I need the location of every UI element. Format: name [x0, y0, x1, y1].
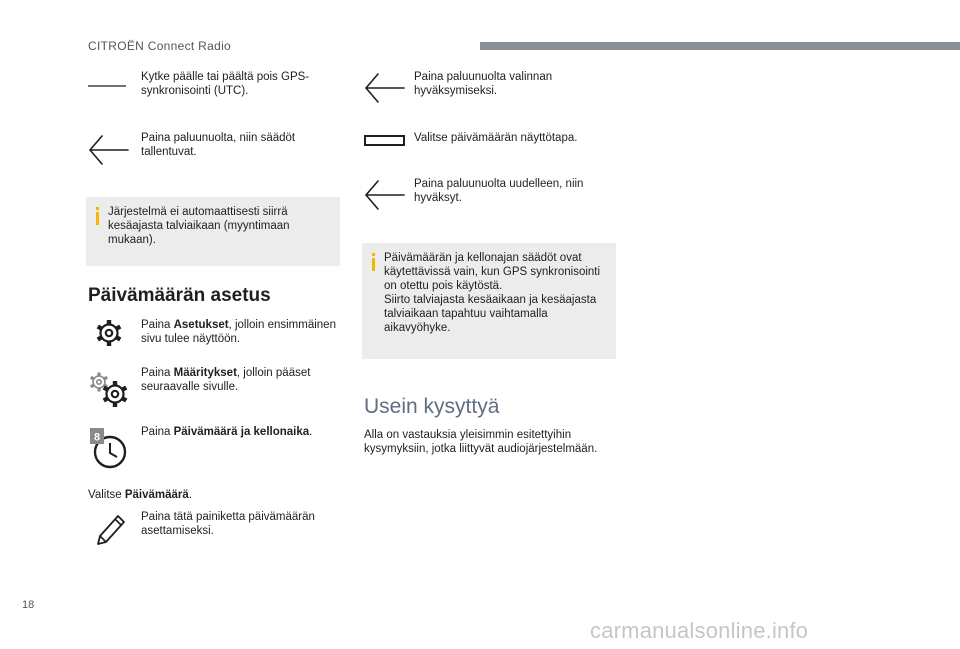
step-gps-sync: Kytke päälle tai päältä pois GPS-synkronisointi (UTC). — [141, 71, 310, 97]
clock-icon — [90, 428, 130, 470]
pencil-icon — [94, 512, 126, 548]
header-bar — [480, 42, 960, 50]
info-icon — [94, 207, 108, 225]
running-header: CITROËN Connect Radio — [88, 39, 232, 53]
step-date-time: Paina Päivämäärä ja kellonaika. — [141, 426, 313, 438]
step-maaritykset: Paina Määritykset, jolloin pääset seuraavalle sivulle. — [141, 367, 311, 393]
select-date-line: Valitse Päivämäärä. — [88, 489, 193, 501]
info-box-gps — [362, 243, 616, 359]
gear-icon — [95, 319, 123, 347]
page-number: 18 — [22, 599, 35, 611]
info-text-gps — [384, 251, 606, 335]
step-back-accept: Paina paluunuolta uudelleen, niin hyväksyt. — [414, 178, 584, 204]
step-pencil: Paina tätä painiketta päivämäärän asettamiseksi. — [141, 511, 315, 537]
faq-intro: Alla on vastauksia yleisimmin esitettyihin kysymyksiin, jotka liittyvät audiojärjestelmään. — [364, 429, 598, 455]
step-back-save: Paina paluunuolta, niin säädöt tallentuvat. — [141, 132, 296, 158]
step-date-format: Valitse päivämäärän näyttötapa. — [414, 132, 578, 144]
back-arrow-icon — [364, 179, 406, 211]
format-bar-icon — [364, 135, 406, 147]
info-icon — [370, 253, 384, 271]
section-title-date: Päivämäärän asetus — [88, 285, 271, 306]
info-line-gps: Päivämäärän ja kellonajan säädöt ovat käytettävissä vain, kun GPS synkronisointi on otettu pois käytöstä. — [384, 252, 601, 292]
back-arrow-icon — [364, 72, 406, 104]
info-line-timezone: Siirto talviajasta kesäaikaan ja kesäajasta talviaikaan tapahtuu vaihtamalla aikavyöhyke. — [384, 294, 597, 334]
toggle-line-icon — [88, 82, 128, 90]
info-text-dst: Järjestelmä ei automaattisesti siirrä kesäajasta talviaikaan (myyntimaan mukaan). — [108, 206, 290, 246]
clock-badge-number: 8 — [93, 431, 101, 444]
back-arrow-icon — [88, 134, 130, 166]
step-back-confirm: Paina paluunuolta valinnan hyväksymiseksi. — [414, 71, 553, 97]
watermark: carmanualsonline.info — [590, 618, 809, 643]
faq-title: Usein kysyttyä — [364, 395, 500, 418]
step-asetukset: Paina Asetukset, jolloin ensimmäinen sivu tulee näyttöön. — [141, 319, 336, 345]
double-gear-icon — [88, 371, 130, 409]
info-box-dst — [86, 197, 340, 266]
